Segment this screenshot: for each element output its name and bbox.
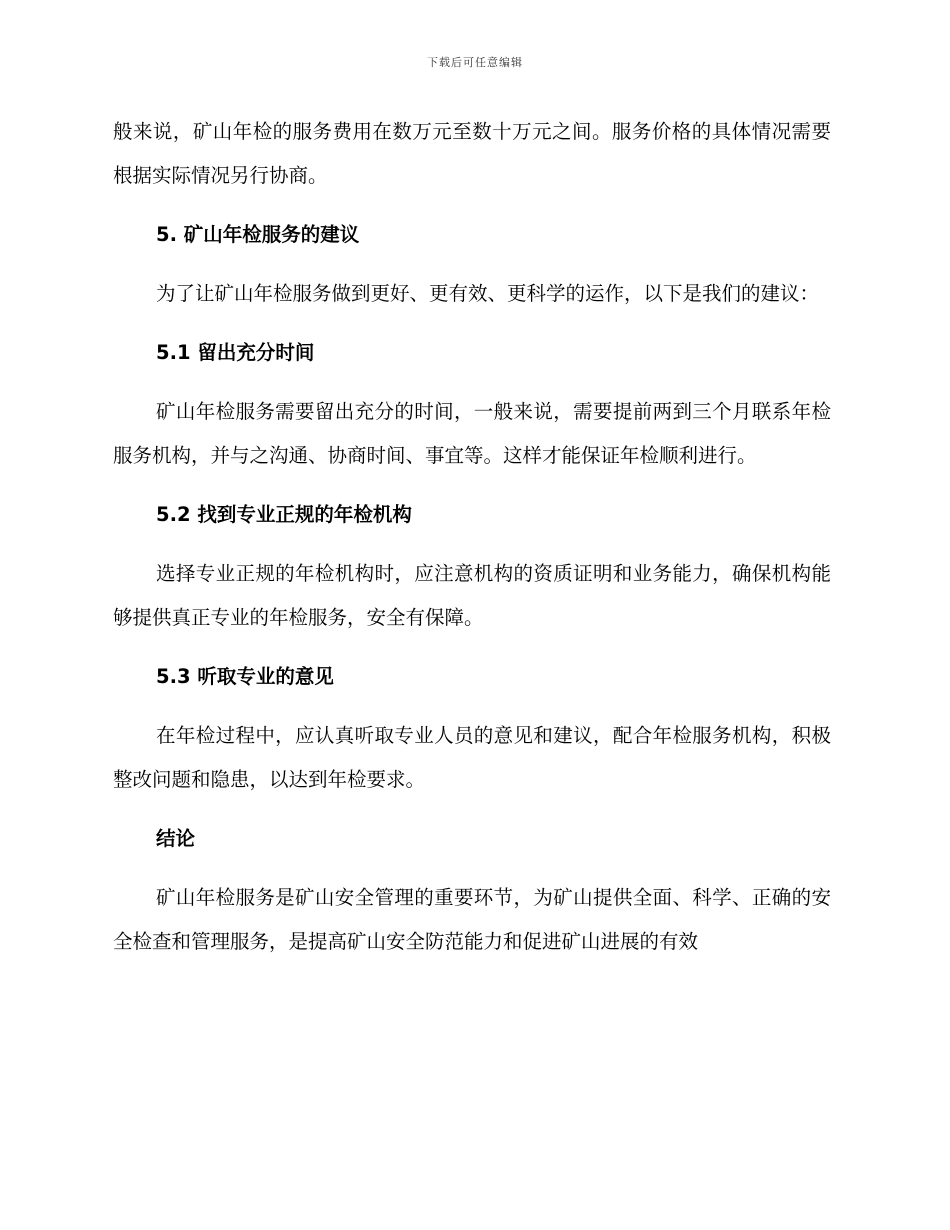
page-header-note: 下载后可任意编辑 <box>427 56 523 69</box>
subsection-heading-time: 5.1 留出充分时间 <box>156 341 315 364</box>
paragraph-service-fee: 般来说，矿山年检的服务费用在数万元至数十万元之间。服务价格的具体情况需要根据实际情况另行协商。 <box>113 120 831 187</box>
document-body <box>113 110 831 979</box>
paragraph-suggestions-intro: 为了让矿山年检服务做到更好、更有效、更科学的运作，以下是我们的建议： <box>156 282 820 305</box>
paragraph-time: 矿山年检服务需要留出充分的时间，一般来说，需要提前两到三个月联系年检服务机构，并与之沟通、协商时间、事宜等。这样才能保证年检顺利进行。 <box>113 400 831 467</box>
paragraph-advice: 在年检过程中，应认真听取专业人员的意见和建议，配合年检服务机构，积极整改问题和隐患，以达到年检要求。 <box>113 724 831 791</box>
subsection-heading-advice: 5.3 听取专业的意见 <box>156 665 334 688</box>
paragraph-conclusion: 矿山年检服务是矿山安全管理的重要环节，为矿山提供全面、科学、正确的安全检查和管理服务，是提高矿山安全防范能力和促进矿山进展的有效 <box>113 886 831 953</box>
section-heading-conclusion: 结论 <box>156 827 196 850</box>
paragraph-institution: 选择专业正规的年检机构时，应注意机构的资质证明和业务能力，确保机构能够提供真正专业的年检服务，安全有保障。 <box>113 562 831 629</box>
section-heading-suggestions: 5. 矿山年检服务的建议 <box>156 223 360 246</box>
subsection-heading-institution: 5.2 找到专业正规的年检机构 <box>156 503 412 526</box>
